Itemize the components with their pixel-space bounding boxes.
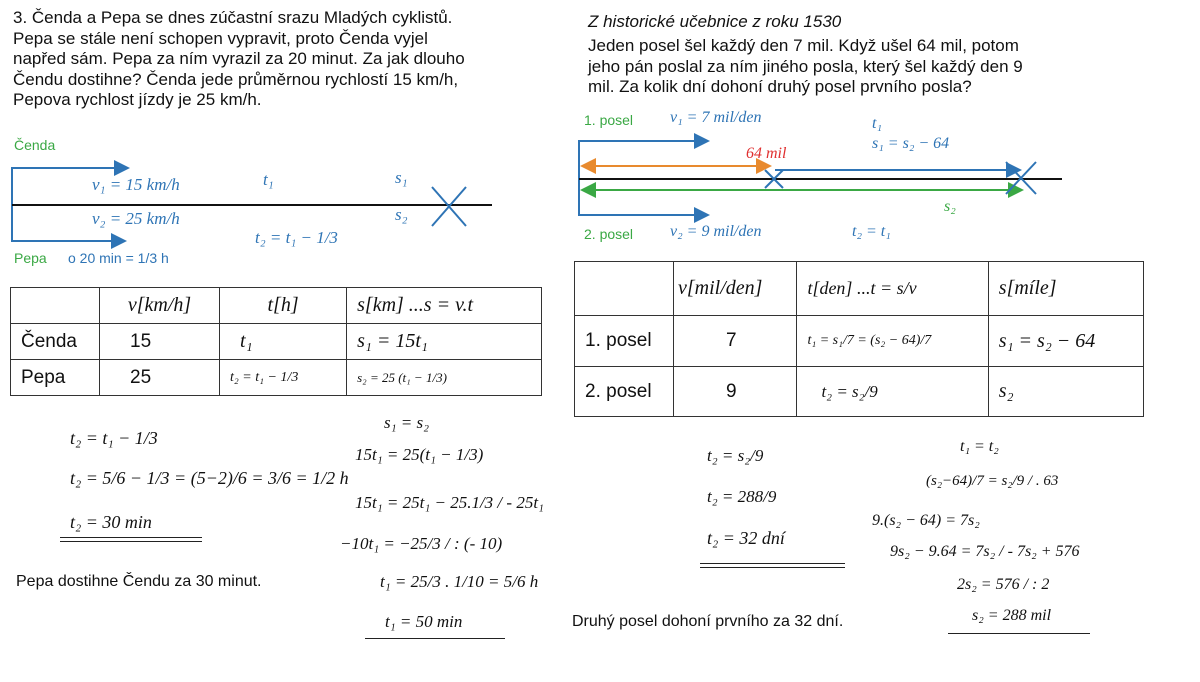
left-row2-s: s₂ = 25 (t₁ − 1/3) bbox=[347, 360, 542, 396]
right-answer: Druhý posel dohoní prvního za 32 dní. bbox=[572, 613, 844, 630]
right-calc-b-3: 9.(s₂ − 64) = 7s₂ bbox=[872, 512, 980, 529]
left-answer: Pepa dostihne Čendu za 30 minut. bbox=[16, 573, 262, 590]
right-table bbox=[574, 261, 1144, 417]
right-col-s: s[míle] bbox=[988, 262, 1143, 316]
right-row1-name: 1. posel bbox=[575, 316, 674, 367]
right-t2: t₂ = t₁ bbox=[852, 223, 891, 240]
right-col-t: t[den] ...t = s/v bbox=[797, 262, 988, 316]
right-calc-b-1: t₁ = t₂ bbox=[960, 438, 999, 455]
right-calc-b-2: (s₂−64)/7 = s₂/9 / . 63 bbox=[926, 473, 1059, 489]
left-row1-t: t₁ bbox=[220, 324, 347, 360]
right-calc-b-5: 2s₂ = 576 / : 2 bbox=[957, 576, 1050, 593]
label-posel-2: 2. posel bbox=[584, 226, 634, 242]
right-row2-s: s₂ bbox=[988, 367, 1143, 417]
right-calc-a-underline-1 bbox=[700, 563, 845, 564]
right-v1: v₁ = 7 mil/den bbox=[670, 109, 762, 126]
left-col-t: t[h] bbox=[220, 288, 347, 324]
right-v2: v₂ = 9 mil/den bbox=[670, 223, 762, 240]
right-row1-s: s₁ = s₂ − 64 bbox=[988, 316, 1143, 367]
left-calc-b-5: t₁ = 25/3 . 1/10 = 5/6 h bbox=[380, 572, 539, 591]
right-calc-b-underline bbox=[948, 633, 1090, 634]
left-row2-t: t₂ = t₁ − 1/3 bbox=[220, 360, 347, 396]
left-col-v: v[km/h] bbox=[100, 288, 220, 324]
left-row2-name: Pepa bbox=[11, 360, 100, 396]
left-calc-b-1: s₁ = s₂ bbox=[384, 413, 430, 432]
left-calc-a-1: t₂ = t₁ − 1/3 bbox=[70, 428, 158, 448]
left-table-corner bbox=[11, 288, 100, 324]
right-problem-text: Jeden posel šel každý den 7 mil. Když ušel 64 mil, potom jeho pán poslal za ním jiného posla, který šel každý den 9 mil. Za kolik dní dohoní druhý posel prvního posla? bbox=[588, 36, 1023, 96]
left-s1: s₁ bbox=[395, 168, 408, 187]
left-problem-text: 3. Čenda a Pepa se dnes zúčastní srazu Mladých cyklistů. Pepa se stále není schopen vypravit, proto Čenda vyjel napřed sám. Pepa za ním vyrazil za 20 minut. Za jak dlouho Čendu dostihne? Čenda jede průměrnou rychlostí 15 km/h, Pepova rychlost jízdy je 25 km/h. bbox=[13, 8, 465, 109]
left-row2-v: 25 bbox=[100, 360, 220, 396]
left-calc-b-underline bbox=[365, 638, 505, 639]
left-row1-v: 15 bbox=[100, 324, 220, 360]
left-t2: t₂ = t₁ − 1/3 bbox=[255, 228, 338, 247]
left-s2: s₂ bbox=[395, 205, 408, 224]
left-v2: v₂ = 25 km/h bbox=[92, 209, 180, 228]
right-heading: Z historické učebnice z roku 1530 bbox=[588, 12, 842, 31]
right-row2-t: t₂ = s₂/9 bbox=[797, 367, 988, 417]
left-v1: v₁ = 15 km/h bbox=[92, 175, 180, 194]
right-calc-a-1: t₂ = s₂/9 bbox=[707, 446, 764, 465]
right-table-corner bbox=[575, 262, 674, 316]
left-row1-s: s₁ = 15t₁ bbox=[347, 324, 542, 360]
pepa-delay: o 20 min = 1/3 h bbox=[68, 250, 169, 266]
left-t1: t₁ bbox=[263, 170, 274, 189]
right-s2: s₂ bbox=[944, 198, 956, 215]
left-calc-a-2: t₂ = 5/6 − 1/3 = (5−2)/6 = 3/6 = 1/2 h bbox=[70, 468, 349, 488]
right-row1-t: t₁ = s₁/7 = (s₂ − 64)/7 bbox=[797, 316, 988, 367]
left-calc-b-6: t₁ = 50 min bbox=[385, 612, 463, 631]
right-s1: s₁ = s₂ − 64 bbox=[872, 135, 950, 152]
right-calc-a-2: t₂ = 288/9 bbox=[707, 487, 777, 506]
right-col-v: v[mil/den] bbox=[674, 262, 797, 316]
right-calc-b-6: s₂ = 288 mil bbox=[972, 607, 1052, 624]
left-calc-a-3: t₂ = 30 min bbox=[70, 512, 152, 532]
left-calc-a-underline-1 bbox=[60, 537, 202, 538]
left-calc-a-underline-2 bbox=[60, 541, 202, 542]
left-calc-b-3: 15t₁ = 25t₁ − 25.1/3 / - 25t₁ bbox=[355, 493, 544, 512]
left-row1-name: Čenda bbox=[11, 324, 100, 360]
right-row1-v: 7 bbox=[674, 316, 797, 367]
label-posel-1: 1. posel bbox=[584, 112, 634, 128]
right-diagram bbox=[570, 130, 1070, 230]
label-pepa: Pepa bbox=[14, 250, 47, 266]
right-row2-v: 9 bbox=[674, 367, 797, 417]
left-col-s: s[km] ...s = v.t bbox=[347, 288, 542, 324]
right-calc-a-3: t₂ = 32 dní bbox=[707, 528, 785, 548]
right-dist: 64 mil bbox=[746, 145, 787, 162]
right-calc-b-4: 9s₂ − 9.64 = 7s₂ / - 7s₂ + 576 bbox=[890, 543, 1080, 560]
right-row2-name: 2. posel bbox=[575, 367, 674, 417]
left-calc-b-2: 15t₁ = 25(t₁ − 1/3) bbox=[355, 445, 484, 464]
right-calc-a-underline-2 bbox=[700, 567, 845, 568]
left-table bbox=[10, 287, 542, 396]
left-calc-b-4: −10t₁ = −25/3 / : (- 10) bbox=[340, 534, 503, 553]
label-cenda: Čenda bbox=[14, 137, 56, 153]
right-t1: t₁ bbox=[872, 115, 883, 132]
